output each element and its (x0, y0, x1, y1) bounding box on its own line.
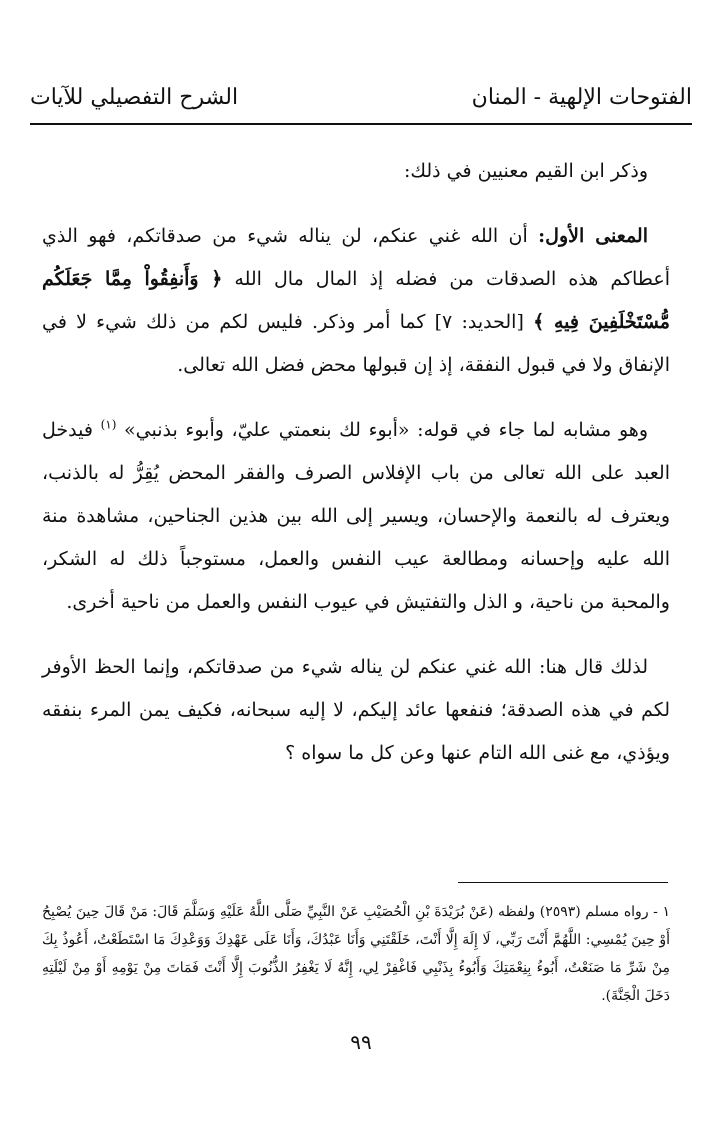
section-title: الشرح التفصيلي للآيات (30, 85, 239, 110)
first-meaning-text-a: أن الله غني عنكم، لن يناله شيء من صدقاتكم، فهو الذي أعطاكم هذه الصدقات من فضله إذ المال مال الله (42, 225, 671, 290)
footnote-divider (458, 882, 668, 883)
paragraph-first-meaning (42, 215, 670, 387)
hadith-text-b: فيدخل العبد على الله تعالى من باب الإفلاس الصرف والفقر المحض يُقِرُّ له بالذنب، ويعترف له بالنعمة والإحسان، ويسير إلى الله بين هذين الجناحين، مشاهدة منة الله عليه وإحسانه ومطالعة عيب النفس والعمل، مستوجباً ذلك له الشكر، والمحبة من ناحية، و الذل والتفتيش في عيوب النفس والعمل من ناحية أخرى. (42, 419, 670, 613)
running-header (30, 78, 692, 118)
paragraph-conclusion: لذلك قال هنا: الله غني عنكم لن يناله شيء من صدقاتكم، وإنما الحظ الأوفر لكم في هذه الصدقة؛ فنفعها عائد إليكم، لا إليه سبحانه، فكيف يمن المرء بنفقه ويؤذي، مع غنى الله التام عنها وعن كل ما سواه ؟ (42, 656, 670, 764)
hadith-text-a: وهو مشابه لما جاء في قوله: «أبوء لك بنعمتي عليّ، وأبوء بذنبي» (116, 419, 648, 441)
main-text (42, 150, 670, 797)
book-title: الفتوحات الإلهية - المنان (471, 85, 692, 110)
first-meaning-term: المعنى الأول: (538, 225, 648, 247)
paragraph-hadith (42, 409, 670, 624)
footnote: ١ - رواه مسلم (٢٥٩٣) ولفظه (عَنْ بُرَيْدَةَ بْنِ الْحُصَيْبِ عَنْ النَّبِيِّ صَلَّى اللَّهُ عَلَيْهِ وَسَلَّمَ قَالَ: مَنْ قَالَ حِينَ يُصْبِحُ أَوْ حِينَ يُمْسِي: اللَّهُمَّ أَنْتَ رَبِّي، لَا إِلَهَ إِلَّا أَنْتَ، خَلَقْتَنِي وَأَنَا عَبْدُكَ، وَأَنَا عَلَى عَهْدِكَ وَوَعْدِكَ مَا اسْتَطَعْتُ، أَعُوذُ بِكَ مِنْ شَرِّ مَا صَنَعْتُ، أَبُوءُ بِنِعْمَتِكَ وَأَبُوءُ بِذَنْبِي فَاغْفِرْ لِي، إِنَّهُ لَا يَغْفِرُ الذُّنُوبَ إِلَّا أَنْتَ فَمَاتَ مِنْ يَوْمِهِ أَوْ مِنْ لَيْلَتِهِ دَخَلَ الْجَنَّةَ). (42, 904, 670, 1004)
header-divider (30, 123, 692, 125)
paragraph-intro: وذكر ابن القيم معنيين في ذلك: (403, 160, 648, 182)
quran-verse: ﴿ وَأَنفِقُواْ مِمَّا جَعَلَكُم مُّسْتَخْلَفِينَ فِيهِ ﴾ (42, 268, 670, 333)
page-number: ٩٩ (350, 1030, 372, 1054)
footnote-reference[interactable]: (١) (100, 417, 117, 432)
first-meaning-text-b: [الحديد: ٧] كما أمر وذكر. فليس لكم من ذلك شيء لا في الإنفاق ولا في قبول النفقة، إذ إن قبولها محض فضل الله تعالى. (42, 311, 670, 376)
